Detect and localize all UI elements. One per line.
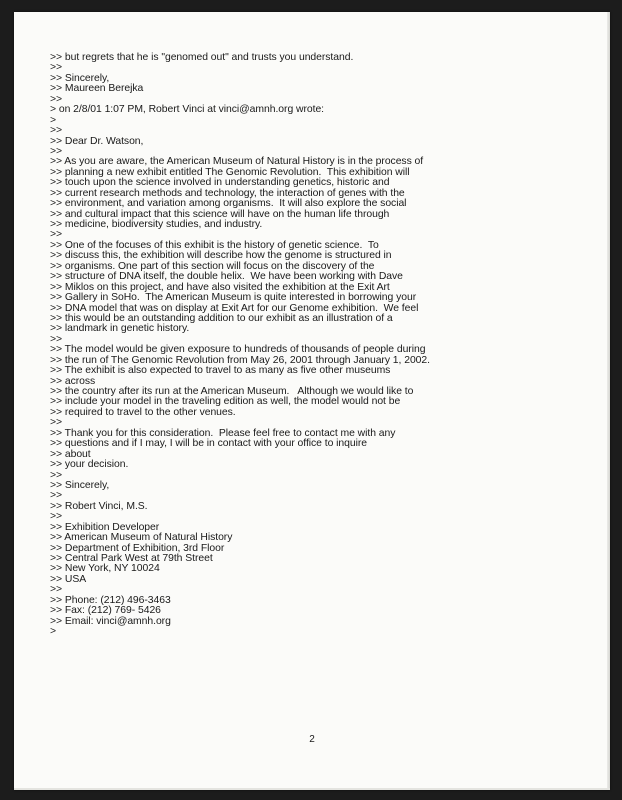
text-line: >: [50, 626, 57, 638]
text-line: >: [50, 114, 57, 126]
text-line: >> your decision.: [50, 459, 129, 471]
text-line: >> required to travel to the other venues.: [50, 406, 236, 418]
text-line: >> include your model in the traveling edition as well, the model would not be: [50, 396, 401, 408]
text-line: >> the run of The Genomic Revolution from May 26, 2001 through January 1, 2002.: [50, 354, 430, 366]
text-line: >> organisms. One part of this section will focus on the discovery of the: [50, 260, 375, 272]
text-line: >> One of the focuses of this exhibit is the history of genetic science. To: [50, 239, 379, 251]
text-line: >> Sincerely,: [50, 72, 110, 84]
page-number: 2: [309, 734, 315, 745]
text-line: >> New York, NY 10024: [50, 563, 160, 575]
text-line: >> the country after its run at the American Museum. Although we would like to: [50, 386, 414, 397]
text-line: >> Department of Exhibition, 3rd Floor: [50, 542, 225, 554]
text-line: >> Email: vinci@amnh.org: [50, 615, 171, 627]
text-line: >> discuss this, the exhibition will describe how the genome is structured in: [50, 250, 392, 262]
text-line: >> USA: [50, 573, 87, 585]
text-line: >> across: [50, 375, 96, 387]
email-body: [50, 53, 430, 638]
text-line: >> touch upon the science involved in understanding genetics, historic and: [50, 177, 390, 189]
text-line: >>: [50, 490, 63, 502]
text-line: >> Exhibition Developer: [50, 521, 160, 533]
text-line: >> Dear Dr. Watson,: [50, 135, 144, 147]
text-line: >> Phone: (212) 496-3463: [50, 594, 171, 606]
text-line: >>: [50, 469, 63, 481]
text-line: >>: [50, 62, 63, 74]
text-line: >>: [50, 417, 63, 429]
text-line: >>: [50, 93, 63, 105]
text-line: >> questions and if I may, I will be in contact with your office to inquire: [50, 438, 367, 450]
text-line: >> DNA model that was on display at Exit Art for our Genome exhibition. We feel: [50, 302, 419, 314]
text-line: >> Sincerely,: [50, 479, 110, 491]
text-line: >> current research methods and technology, the interaction of genes with the: [50, 187, 405, 199]
text-line: >> about: [50, 448, 91, 460]
text-line: >> American Museum of Natural History: [50, 532, 233, 544]
text-line: >> The model would be given exposure to hundreds of thousands of people during: [50, 344, 426, 356]
text-line: >> but regrets that he is "genomed out" and trusts you understand.: [50, 52, 354, 63]
text-line: >> and cultural impact that this science will have on the human life through: [50, 208, 390, 220]
text-line: >>: [50, 229, 63, 241]
text-line: >> planning a new exhibit entitled The Genomic Revolution. This exhibition will: [50, 166, 410, 178]
text-line: >> Robert Vinci, M.S.: [50, 500, 148, 512]
text-line: >> environment, and variation among organisms. It will also explore the social: [50, 198, 407, 210]
paper-edge: [14, 788, 610, 790]
text-line: >> Maureen Berejka: [50, 83, 144, 95]
text-line: >>: [50, 145, 63, 157]
text-line: >> landmark in genetic history.: [50, 323, 190, 335]
text-line: > on 2/8/01 1:07 PM, Robert Vinci at vinci@amnh.org wrote:: [50, 104, 325, 116]
text-line: >> Central Park West at 79th Street: [50, 553, 213, 564]
text-line: >>: [50, 511, 63, 523]
text-line: >>: [50, 333, 63, 345]
text-line: >> As you are aware, the American Museum of Natural History is in the process of: [50, 156, 424, 168]
text-line: >>: [50, 584, 63, 596]
text-line: >>: [50, 125, 63, 137]
text-line: >> Fax: (212) 769- 5426: [50, 605, 161, 617]
text-line: >> this would be an outstanding addition to our exhibit as an illustration of a: [50, 312, 393, 324]
text-line: >> Gallery in SoHo. The American Museum is quite interested in borrowing your: [50, 292, 417, 304]
text-line: >> structure of DNA itself, the double helix. We have been working with Dave: [50, 271, 403, 283]
text-line: >> medicine, biodiversity studies, and industry.: [50, 219, 263, 230]
paper-edge: [607, 12, 610, 790]
text-line: >> The exhibit is also expected to travel to as many as five other museums: [50, 365, 391, 377]
document-page: [14, 12, 610, 790]
text-line: >> Thank you for this consideration. Please feel free to contact me with any: [50, 427, 396, 439]
text-line: >> Miklos on this project, and have also visited the exhibition at the Exit Art: [50, 281, 390, 293]
